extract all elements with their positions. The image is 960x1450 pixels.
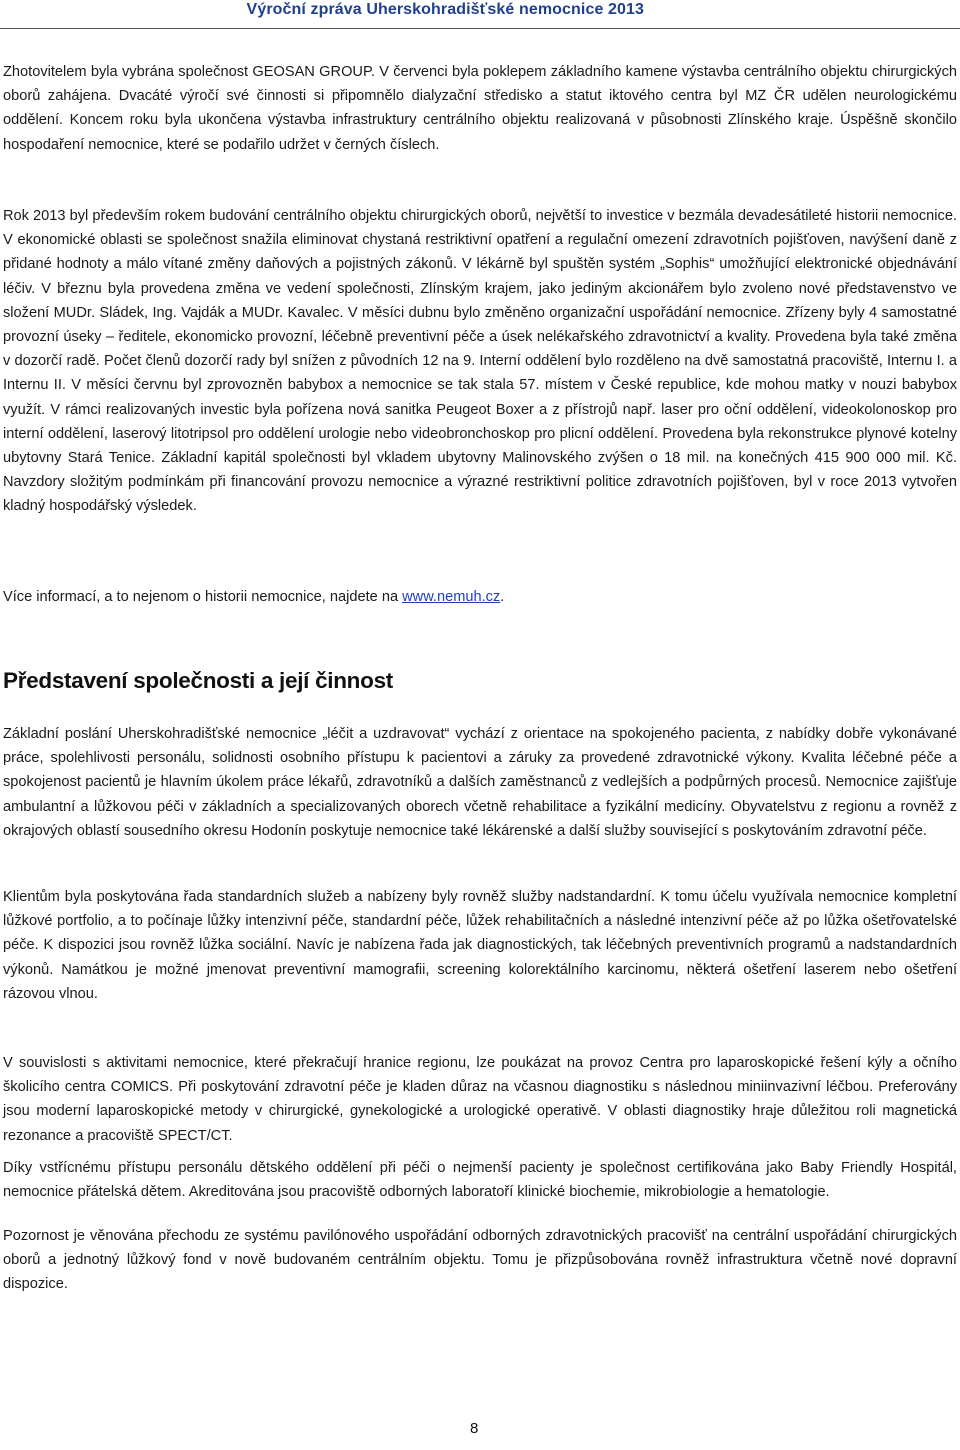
header-divider	[0, 28, 960, 29]
header-title: Výroční zpráva Uherskohradišťské nemocnice 2013	[246, 1, 644, 18]
section-heading: Představení společnosti a její činnost	[3, 668, 393, 693]
paragraph-mission: Základní poslání Uherskohradišťské nemocnice „léčit a uzdravovat“ vychází z orientace na spokojeného pacienta, z nabídky dobře vykonávané práce, spolehlivosti personálu, solidnosti osobního přístupu k pacientovi a záruky za provedené zdravotnické výkony. Kvalita léčebné péče a spokojenost pacientů je hlavním úkolem práce lékařů, zdravotníků a dalších zaměstnanců z vedlejších a podpůrných procesů. Nemocnice zajišťuje ambulantní a lůžkovou péči v základních a specializovaných oborech včetně rehabilitace a fyzikální medicíny. Obyvatelstvu z regionu a rovněž z okrajových oblastí sousedního okresu Hodonín poskytuje nemocnice také lékárenské a další služby související s poskytováním zdravotní péče.	[3, 726, 957, 839]
page-number: 8	[470, 1420, 479, 1437]
paragraph-intro: Zhotovitelem byla vybrána společnost GEOSAN GROUP. V červenci byla poklepem základního kamene výstavba centrálního objektu chirurgických oborů zahájena. Dvacáté výročí své činnosti si připomnělo dialyzační středisko a statut iktového centra byl MZ ČR udělen neurologickému oddělení. Koncem roku byla ukončena výstavba infrastruktury centrálního objektu realizovaná v působnosti Zlínského kraje. Úspěšně skončilo hospodaření nemocnice, které se podařilo udržet v černých číslech.	[3, 64, 957, 153]
website-link[interactable]: www.nemuh.cz	[402, 589, 501, 605]
paragraph-year-2013: Rok 2013 byl především rokem budování centrálního objektu chirurgických oborů, největší to investice v bezmála devadesátileté historii nemocnice. V ekonomické oblasti se společnost snažila eliminovat chystaná restriktivní opatření a regulační omezení zdravotních pojišťoven, navýšení daně z přidané hodnoty a málo vítané změny daňových a pojistných zákonů. V lékárně byl spuštěn systém „Sophis“ umožňující elektronické objednávání léčiv. V březnu byla provedena změna ve vedení společnosti, Zlínským krajem, jako jediným akcionářem bylo zvoleno nové představenstvo ve složení MUDr. Sládek, Ing. Vajdák a MUDr. Kavalec. V měsíci dubnu bylo změněno organizační uspořádání nemocnice. Zřízeny byly 4 samostatné provozní úseky – ředitele, ekonomicko provozní, léčebně preventivní péče a úsek nelékařského zdravotnictví a kvality. Provedena byla také změna v dozorčí radě. Počet členů dozorčí rady byl snížen z původních 12 na 9. Interní oddělení bylo rozděleno na dvě samostatná pracoviště, Internu I. a Internu II. V měsíci červnu byl zprovozněn babybox a nemocnice se tak stala 57. místem v České republice, kde mohou matky v nouzi babybox využít. V rámci realizovaných investic byla pořízena nová sanitka Peugeot Boxer a z přístrojů např. laser pro oční oddělení, videokolonoskop pro interní oddělení, laserový litotripsol pro oddělení urologie nebo videobronchoskop pro plicní oddělení. Provedena byla rekonstrukce plynové kotelny ubytovny Stará Tenice. Základní kapitál společnosti byl vkladem ubytovny Malinovského zvýšen o 18 mil. na konečných 415 900 000 mil. Kč. Navzdory složitým podmínkám při financování provozu nemocnice a výrazné restriktivní politice zdravotních pojišťoven, byl v roce 2013 vytvořen kladný hospodářský výsledek.	[3, 208, 957, 515]
paragraph-transition: Pozornost je věnována přechodu ze systému pavilónového uspořádání odborných zdravotnických pracovišť na centrální uspořádání chirurgických oborů a jednotný lůžkový fond v nově budovaném centrálním objektu. Tomu je přizpůsobována rovněž infrastruktura včetně nové dopravní dispozice.	[3, 1228, 957, 1293]
more-info-text: Více informací, a to nejenom o historii nemocnice, najdete na	[3, 589, 403, 605]
paragraph-certification: Díky vstřícnému přístupu personálu dětského oddělení při péči o nejmenší pacienty je společnost certifikována jako Baby Friendly Hospitál, nemocnice přátelská dětem. Akreditována jsou pracoviště odborných laboratoří klinické biochemie, mikrobiologie a hematologie.	[3, 1160, 957, 1201]
page-header	[0, 0, 960, 34]
more-info-period: .	[500, 589, 505, 605]
paragraph-more-info	[3, 585, 957, 609]
paragraph-activities: V souvislosti s aktivitami nemocnice, které překračují hranice regionu, lze poukázat na provoz Centra pro laparoskopické řešení kýly a očního školicího centra COMICS. Při poskytování zdravotní péče je kladen důraz na včasnou diagnostiku s následnou miniinvazivní léčbou. Preferovány jsou moderní laparoskopické metody v chirurgické, gynekologické a urologické operativě. V oblasti diagnostiky hraje důležitou roli magnetická rezonance a pracoviště SPECT/CT.	[3, 1055, 957, 1144]
paragraph-services: Klientům byla poskytována řada standardních služeb a nabízeny byly rovněž služby nadstandardní. K tomu účelu využívala nemocnice kompletní lůžkové portfolio, a to počínaje lůžky intenzivní péče, standardní péče, lůžek rehabilitačních a následné intenzivní péče až po lůžka ošetřovatelské péče. K dispozici jsou rovněž lůžka sociální. Navíc je nabízena řada jak diagnostických, tak léčebných preventivních programů a nadstandardních výkonů. Namátkou je možné jmenovat preventivní mamografii, screening kolorektálního karcinomu, některá ošetření laserem nebo ošetření rázovou vlnou.	[3, 889, 957, 1002]
